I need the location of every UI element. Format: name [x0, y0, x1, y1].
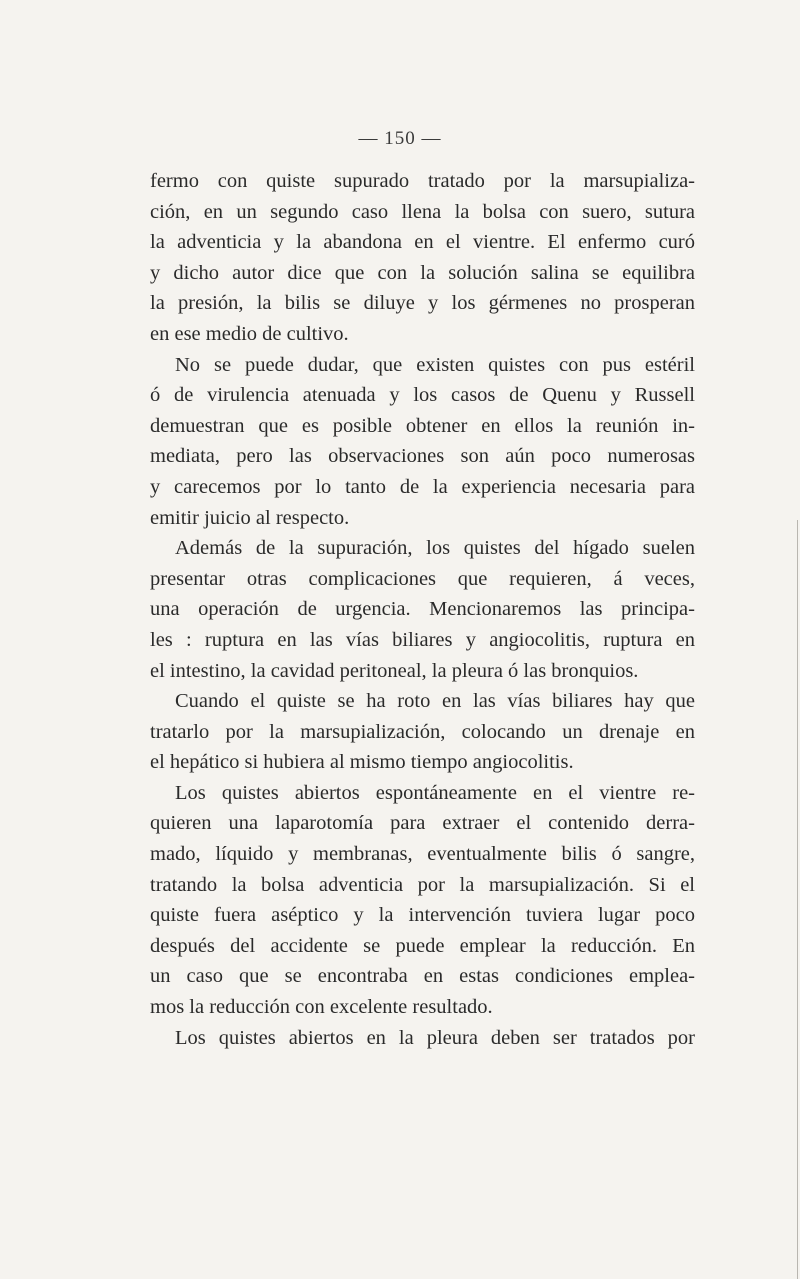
text-line: les : ruptura en las vías biliares y angiocolitis, ruptura en [150, 628, 695, 651]
paragraph [150, 350, 695, 534]
paragraph [150, 166, 695, 350]
text-line: un caso que se encontraba en estas condiciones emplea- [150, 965, 695, 988]
text-line: el intestino, la cavidad peritoneal, la pleura ó las bronquios. [150, 659, 639, 682]
text-line: quiste fuera aséptico y la intervención tuviera lugar poco [150, 904, 695, 927]
page-edge-divider [797, 520, 798, 1279]
text-line: No se puede dudar, que existen quistes con pus estéril [175, 353, 695, 376]
text-line: una operación de urgencia. Mencionaremos las principa- [150, 598, 695, 621]
text-line: y carecemos por lo tanto de la experiencia necesaria para [150, 475, 695, 498]
text-line: mediata, pero las observaciones son aún poco numerosas [150, 445, 695, 468]
text-line: fermo con quiste supurado tratado por la marsupializa- [150, 170, 695, 192]
text-line: tratarlo por la marsupialización, colocando un drenaje en [150, 720, 695, 743]
text-line: Los quistes abiertos espontáneamente en el vientre re- [175, 781, 695, 804]
paragraph [150, 533, 695, 686]
text-line: ó de virulencia atenuada y los casos de Quenu y Russell [150, 384, 695, 407]
text-line: Cuando el quiste se ha roto en las vías biliares hay que [175, 690, 695, 713]
text-line: tratando la bolsa adventicia por la marsupialización. Si el [150, 873, 695, 896]
text-line: demuestran que es posible obtener en ellos la reunión in- [150, 414, 695, 437]
page-number: — 150 — [358, 128, 442, 149]
text-line: emitir juicio al respecto. [150, 506, 350, 529]
text-line: la presión, la bilis se diluye y los gérmenes no prosperan [150, 292, 695, 315]
text-line: presentar otras complicaciones que requieren, á veces, [150, 567, 695, 590]
text-line: después del accidente se puede emplear la reducción. En [150, 934, 695, 957]
text-line: mos la reducción con excelente resultado. [150, 996, 493, 1019]
text-line: Los quistes abiertos en la pleura deben ser tratados por [175, 1026, 695, 1049]
text-line: quieren una laparotomía para extraer el contenido derra- [150, 812, 695, 835]
text-line: en ese medio de cultivo. [150, 322, 349, 345]
text-line: el hepático si hubiera al mismo tiempo angiocolitis. [150, 751, 574, 774]
text-line: Además de la supuración, los quistes del hígado suelen [175, 537, 695, 560]
body-text [150, 166, 695, 1053]
text-line: ción, en un segundo caso llena la bolsa con suero, sutura [150, 200, 695, 223]
text-line: la adventicia y la abandona en el vientre. El enfermo curó [150, 231, 695, 254]
text-line: y dicho autor dice que con la solución salina se equilibra [150, 261, 695, 284]
paragraph [150, 1023, 695, 1054]
paragraph [150, 686, 695, 778]
text-line: mado, líquido y membranas, eventualmente bilis ó sangre, [150, 843, 695, 866]
paragraph [150, 778, 695, 1023]
